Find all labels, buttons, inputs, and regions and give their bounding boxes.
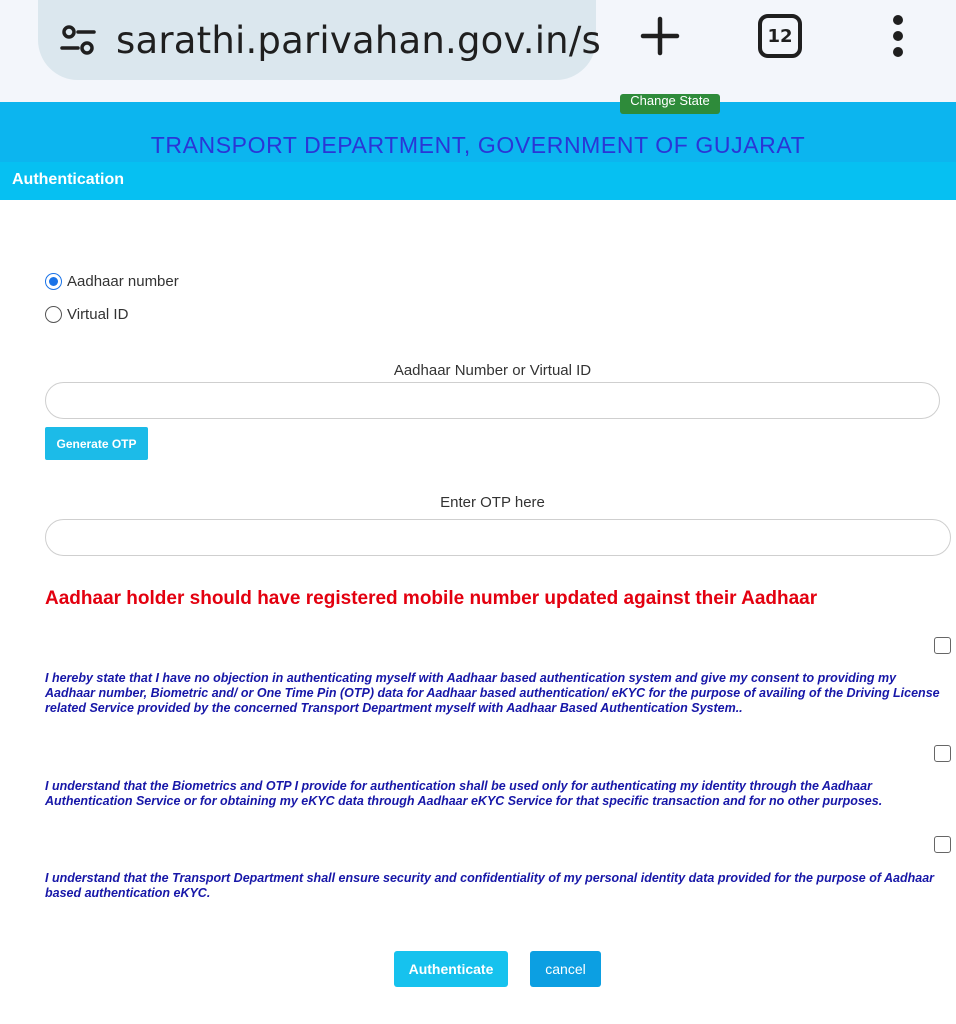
section-bar <box>0 162 956 200</box>
consent-checkbox-2[interactable] <box>934 745 951 762</box>
aadhaar-input[interactable] <box>45 382 940 419</box>
consent-text-2: I understand that the Biometrics and OTP I provide for authentication shall be used only for authenticating my identity through the Aadhaar Authentication Service or for obtaining my eKYC data through Aadhaar eKYC Service for that specific transaction and for no other purposes. <box>45 779 883 808</box>
radio-virtual-id[interactable] <box>45 306 62 323</box>
consent-text-1: I hereby state that I have no objection in authenticating myself with Aadhaar based authentication system and give my consent to providing my Aadhaar number, Biometric and/ or One Time Pin (OTP) data for Aadhaar based authentication/ eKYC for the purpose of availing of the Driving License related Service provided by the concerned Transport Department myself with Aadhaar Based Authentication System.. <box>45 671 940 715</box>
consent-text-3: I understand that the Transport Department shall ensure security and confidentiality of my personal identity data provided for the purpose of Aadhaar based authentication eKYC. <box>45 871 935 900</box>
radio-option-aadhaar[interactable] <box>45 273 179 290</box>
site-settings-icon[interactable] <box>58 20 98 60</box>
tab-count: 12 <box>758 14 802 58</box>
generate-otp-button[interactable]: Generate OTP <box>45 427 148 460</box>
department-title: TRANSPORT DEPARTMENT, GOVERNMENT OF GUJARAT <box>150 132 806 158</box>
radio-aadhaar[interactable] <box>45 273 62 290</box>
radio-label: Aadhaar number <box>67 273 179 290</box>
section-title: Authentication <box>12 171 124 188</box>
otp-input[interactable] <box>45 519 951 556</box>
change-state-button[interactable]: Change State <box>620 94 720 114</box>
new-tab-icon[interactable] <box>636 12 684 60</box>
site-header <box>0 93 956 162</box>
consent-checkbox-1[interactable] <box>934 637 951 654</box>
authenticate-button[interactable]: Authenticate <box>394 951 508 987</box>
otp-field-label: Enter OTP here <box>440 494 545 511</box>
radio-option-virtual-id[interactable] <box>45 306 128 323</box>
more-options-icon[interactable] <box>874 12 922 60</box>
address-bar[interactable] <box>38 0 601 80</box>
mobile-warning: Aadhaar holder should have registered mobile number updated against their Aadhaar <box>45 588 818 609</box>
cancel-button[interactable]: cancel <box>530 951 601 987</box>
consent-checkbox-3[interactable] <box>934 836 951 853</box>
radio-label: Virtual ID <box>67 306 129 323</box>
aadhaar-field-label: Aadhaar Number or Virtual ID <box>393 362 592 379</box>
tab-switcher-button[interactable] <box>756 12 804 60</box>
browser-toolbar <box>0 0 956 102</box>
url-text: sarathi.parivahan.gov.in/s <box>116 18 601 62</box>
